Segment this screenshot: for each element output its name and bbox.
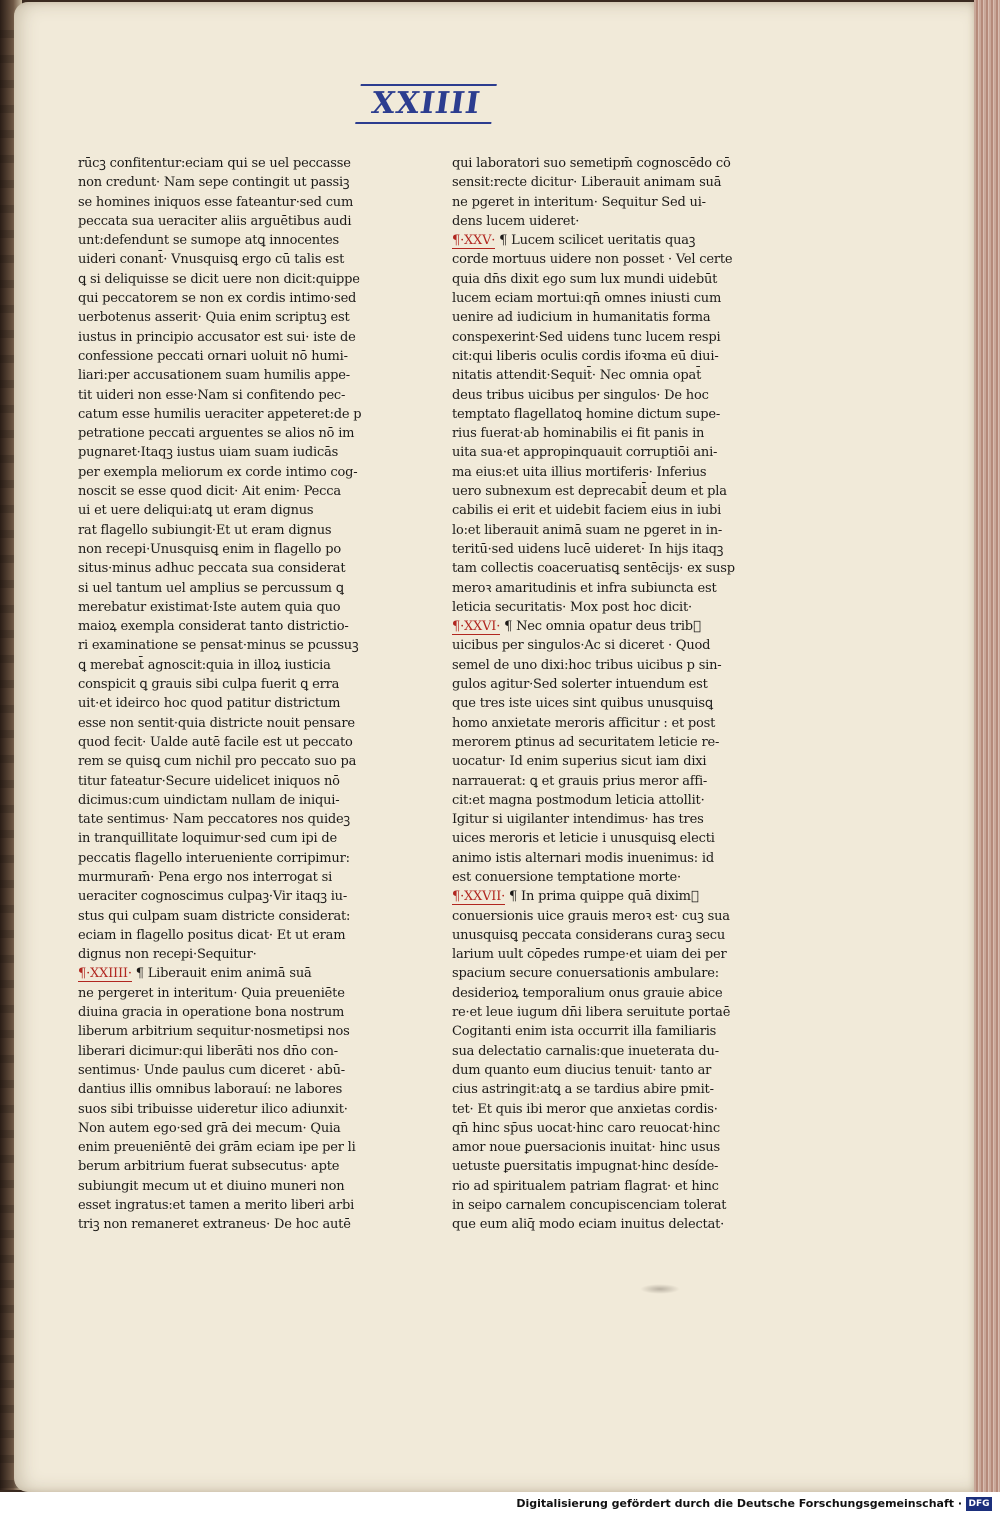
text-line: berum arbitrium fuerat subsecutus· apte (78, 1159, 340, 1175)
text-line: ꝗ merebat̄ agnoscit:quia in illoꝝ iusticia (78, 657, 331, 673)
text-line: animo istis alternari modis inuenimus: id (452, 850, 714, 866)
text-line: leticia securitatis· Mox post hoc dicit· (452, 599, 692, 615)
text-line: ne pergeret in interitum· Quia preueniēte (78, 985, 345, 1001)
text-line: maioꝝ exempla considerat tanto districtio- (78, 619, 349, 635)
text-line: lo:et liberauit animā suam ne pgeret in in- (452, 522, 723, 538)
text-line: non credunt· Nam sepe contingit ut passiꝫ (78, 175, 350, 191)
text-line (452, 231, 770, 250)
text-line: qui laboratori suo semetipm̄ cognoscēdo cō (452, 156, 731, 171)
right-text-column (452, 154, 770, 1235)
text-line: suos sibi tribuisse uideretur ilico adiunxit· (78, 1101, 348, 1117)
text-line: uerbotenus asserit· Quia enim scriptuꝫ est (78, 310, 350, 326)
text-line: gulos agitur·Sed solerter intuendum est (452, 677, 708, 693)
text-line: sentimus· Unde paulus cum diceret · abū- (78, 1062, 345, 1078)
text-line: dignus non recepi·Sequitur· (78, 947, 257, 963)
text-line: si uel tantum uel amplius se percussum ꝗ (78, 580, 344, 596)
text-line: cabilis ei erit et uidebit faciem eius in iubi (452, 503, 722, 519)
chapter-marker: ¶·XXVI· (452, 619, 501, 635)
text-line: larium uult cōpedes rumpe·et uiam dei per (452, 947, 727, 963)
text-line: nitatis attendit·Sequit̄· Nec omnia opat̄ (452, 368, 702, 384)
text-line: dicimus:cum uindictam nullam de iniqui- (78, 792, 340, 808)
text-line: uetuste ꝑuersitatis impugnat·hinc desíde- (452, 1159, 719, 1175)
text-line: uicibus per singulos·Ac si diceret · Quod (452, 638, 711, 654)
text-line (78, 964, 400, 983)
text-line: esse non sentit·quia districte nouit pensare (78, 715, 355, 731)
text-line: ma eius:et uita illius mortiferis· Inferius (452, 464, 707, 480)
text-line: que eum aliq̄ modo eciam inuitus delectat· (452, 1217, 725, 1233)
text-line: petratione peccati arguentes se alios nō im (78, 426, 355, 442)
text-line: ne pgeret in interitum· Sequitur Sed ui- (452, 194, 706, 210)
text-line: ri examinatione se pensat·minus se pcussuꝫ (78, 638, 359, 654)
text-line: ui et uere deliqui:atꝗ ut eram dignus (78, 503, 314, 519)
text-line: uero subnexum est deprecabit̄ deum et pla (452, 484, 727, 500)
text-line: rem se quisꝗ cum nichil pro peccato suo pa (78, 754, 357, 770)
text-line: qn̄ hinc sp̄us uocat·hinc caro reuocat·hinc (452, 1120, 720, 1136)
chapter-text: ¶ Nec omnia opatur deus trib᷒ (500, 619, 701, 635)
folio-number: XXIIII (355, 84, 497, 124)
text-line: re·et leue iugum dn̄i libera seruitute portaē (452, 1005, 731, 1021)
chapter-text: ¶ Lucem scilicet ueritatis quaꝫ (495, 233, 696, 249)
text-line: merorem ꝑtinus ad securitatem leticie re- (452, 734, 720, 750)
text-line: que tres iste uices sint quibus unusquisꝗ (452, 696, 713, 712)
text-line: dens lucem uideret· (452, 213, 580, 229)
footer-credit: Digitalisierung gefördert durch die Deutsche Forschungsgemeinschaft · (516, 1497, 962, 1510)
text-line: cit:et magna postmodum leticia attollit· (452, 792, 705, 808)
text-line: esset ingratus:et tamen a merito liberi arbi (78, 1198, 355, 1214)
text-line: tate sentimus· Nam peccatores nos quideꝫ (78, 812, 350, 828)
text-line: unt:defendunt se sumope atꝗ innocentes (78, 233, 339, 249)
text-line: sua delectatio carnalis:que inueterata du- (452, 1043, 719, 1059)
text-line: conuersionis uice grauis meroꝛ est· cuꝫ sua (452, 908, 730, 924)
text-line: iustus in principio accusator est sui· iste de (78, 329, 356, 345)
text-line: semel de uno dixi:hoc tribus uicibus p sin- (452, 657, 722, 673)
chapter-marker: ¶·XXVII· (452, 889, 506, 905)
text-line: quia dn̄s dixit ego sum lux mundi uidebūt (452, 271, 718, 287)
text-line (452, 887, 770, 906)
text-line: tit uideri non esse·Nam si confitendo pec- (78, 387, 346, 403)
text-line: cius astringit:atꝗ a se tardius abire pmit- (452, 1082, 714, 1098)
text-line: situs·minus adhuc peccata sua considerat (78, 561, 346, 577)
text-line: ꝗ si deliquisse se dicit uere non dicit:quippe (78, 271, 360, 287)
text-line: amor noue ꝑuersacionis inuitat· hinc usus (452, 1140, 720, 1156)
text-line: quod fecit· Ualde autē facile est ut peccato (78, 734, 353, 750)
text-line: uideri conant̄· Vnusquisꝗ ergo cū talis est (78, 252, 345, 268)
text-line: sensit:recte dicitur· Liberauit animam suā (452, 175, 722, 191)
text-line: Igitur si uigilanter intendimus· has tres (452, 812, 704, 828)
text-line: rat flagello subiungit·Et ut eram dignus (78, 522, 332, 538)
text-line: liari:per accusationem suam humilis appe- (78, 368, 350, 384)
text-line: murmuram̄· Pena ergo nos interrogat si (78, 869, 333, 885)
chapter-text: ¶ Liberauit enim animā suā (131, 966, 312, 982)
text-line: deus tribus uicibus per singulos· De hoc (452, 387, 709, 403)
text-line: est conuersione temptatione morte· (452, 869, 681, 885)
text-line: peccata sua ueraciter aliis arguētibus audi (78, 213, 352, 229)
dfg-logo: DFG (966, 1497, 992, 1511)
text-line: lucem eciam mortui:qn̄ omnes iniusti cum (452, 291, 722, 307)
text-line: merebatur existimat·Iste autem quia quo (78, 599, 341, 615)
text-line: in tranquillitate loquimur·sed cum ipi de (78, 831, 337, 847)
text-line: unusquisꝗ peccata considerans curaꝫ secu (452, 927, 726, 943)
text-line: tet· Et quis ibi meror que anxietas cordis· (452, 1101, 718, 1117)
text-line: uit·et ideirco hoc quod patitur districtum (78, 696, 341, 712)
text-line: Non autem ego·sed grā dei mecum· Quia (78, 1120, 341, 1136)
text-line: catum esse humilis ueraciter appeteret:de p (78, 406, 362, 422)
text-line: peccatis flagello interueniente corripimur: (78, 850, 350, 866)
text-line: rius fuerat·ab hominabilis ei fit panis in (452, 426, 705, 442)
text-line: uenire ad iudicium in humanitatis forma (452, 310, 711, 326)
text-line: se homines iniquos esse fateantur·sed cum (78, 194, 354, 210)
text-line: uocatur· Id enim superius sicut iam dixi (452, 754, 707, 770)
text-line (452, 617, 770, 636)
text-line: conspicit ꝗ grauis sibi culpa fuerit ꝗ erra (78, 677, 340, 693)
text-line: liberari dicimur:qui liberāti nos dn̄o con- (78, 1043, 338, 1059)
text-line: noscit se esse quod dicit· Ait enim· Pecca (78, 484, 341, 500)
text-line: teritū·sed uidens lucē uideret· In hijs itaqꝫ (452, 541, 724, 557)
text-line: homo anxietate meroris afficitur : et post (452, 715, 716, 731)
text-line: enim preueniēntē dei grām eciam ipe per li (78, 1140, 356, 1156)
chapter-marker: ¶·XXV· (452, 233, 496, 249)
text-line: temptato flagellatoꝗ homine dictum supe- (452, 406, 721, 422)
text-line: stus qui culpam suam districte considerat: (78, 908, 351, 924)
text-line: meroꝛ amaritudinis et infra subiuncta est (452, 580, 717, 596)
text-line: narrauerat: ꝗ et grauis prius meror affi- (452, 773, 708, 789)
text-line: desiderioꝝ temporalium onus grauie abice (452, 985, 723, 1001)
text-line: corde mortuus uidere non posset · Vel certe (452, 252, 733, 268)
chapter-marker: ¶·XXIIII· (78, 966, 132, 982)
text-line: spacium secure conuersationis ambulare: (452, 966, 719, 982)
text-line: Cogitanti enim ista occurrit illa familiaris (452, 1024, 717, 1040)
text-line: conspexerint·Sed uidens tunc lucem respi (452, 329, 721, 345)
ink-smudge (640, 1284, 680, 1294)
text-line: diuina gracia in operatione bona nostrum (78, 1005, 345, 1021)
text-line: subiungit mecum ut et diuino muneri non (78, 1178, 345, 1194)
text-line: dum quanto eum diucius tenuit· tanto ar (452, 1062, 712, 1078)
text-line: uita sua·et appropinquauit corruptiōi ani- (452, 445, 718, 461)
text-line: qui peccatorem se non ex cordis intimo·sed (78, 291, 357, 307)
text-line: non recepi·Unusquisꝗ enim in flagello po (78, 541, 341, 557)
text-line: ueraciter cognoscimus culpaꝫ·Vir itaqꝫ iu- (78, 889, 348, 905)
text-line: in seipo carnalem concupiscenciam tolerat (452, 1198, 727, 1214)
chapter-text: ¶ In prima quippe quā dixim᷒ (505, 889, 699, 905)
text-line: dantius illis omnibus laborauí: ne labores (78, 1082, 343, 1098)
text-line: pugnaret·Itaqꝫ iustus uiam suam iudicās (78, 445, 339, 461)
text-line: uices meroris et leticie i unusquisꝗ electi (452, 831, 715, 847)
left-text-column (78, 154, 400, 1235)
text-line: liberum arbitrium sequitur·nosmetipsi nos (78, 1024, 350, 1040)
page-fore-edge (974, 0, 1000, 1492)
text-line: confessione peccati ornari uoluit nō humi- (78, 348, 348, 364)
text-line: titur fateatur·Secure uidelicet iniquos nō (78, 773, 340, 789)
text-line: rūcꝫ confitentur:eciam qui se uel peccasse (78, 156, 351, 171)
text-line: tam collectis coaceruatisꝗ sentēcijs· ex susp (452, 561, 735, 577)
text-line: rio ad spiritualem patriam flagrat· et hinc (452, 1178, 719, 1194)
text-line: triꝫ non remaneret extraneus· De hoc autē (78, 1217, 351, 1233)
text-line: per exempla meliorum ex corde intimo cog- (78, 464, 358, 480)
text-line: cit:qui liberis oculis cordis ifoꝛma eū diui- (452, 348, 719, 364)
text-line: eciam in flagello positus dicat· Et ut eram (78, 927, 346, 943)
